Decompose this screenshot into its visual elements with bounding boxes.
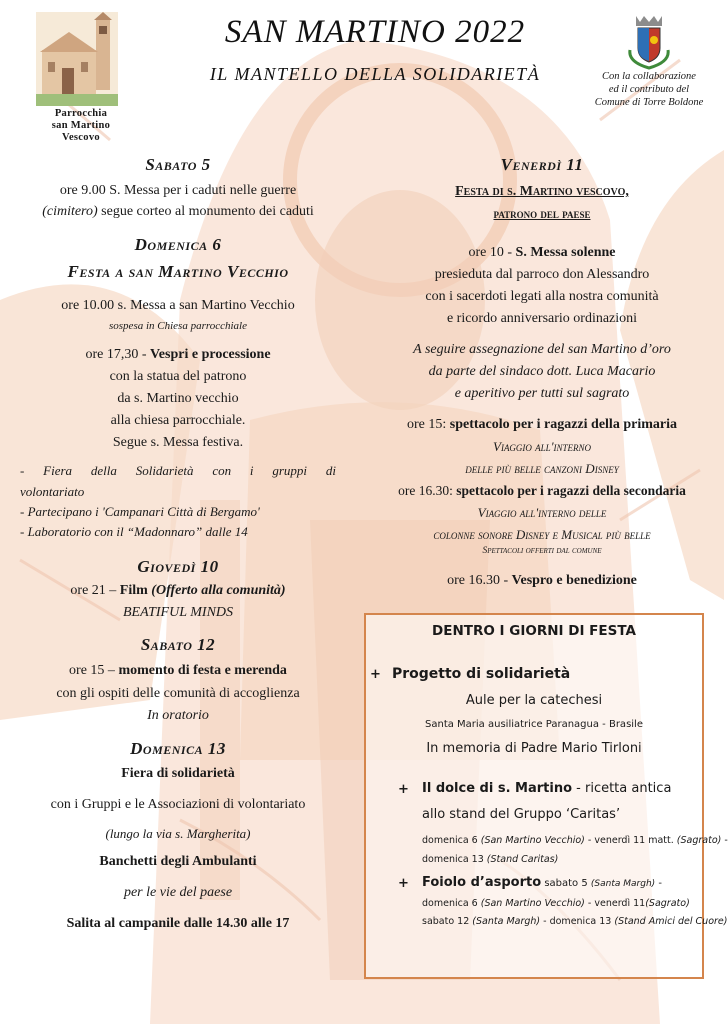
page-subtitle: IL MANTELLO DELLA SOLIDARIETÀ [209,64,541,84]
ven11-line-7: e aperitivo per tutti sul sagrato [454,386,630,401]
ven11-sub-1: Festa di s. Martino vescovo, [455,184,629,199]
sab12-line-3: In oratorio [147,708,209,723]
ven11-line-13: colonne sonore Disney e Musical più belle [433,527,651,542]
p2-ricetta: - ricetta antica [572,781,672,796]
sab12-ore: ore 15 – [69,663,119,678]
sab5-cimitero: (cimitero) [42,204,98,219]
gio10-ore: ore 21 – [70,583,120,598]
parish-line-2: san Martino [51,120,111,131]
p3-amici: (Stand Amici del Cuore) [614,916,728,927]
p3-dom6: domenica 6 [422,898,481,909]
ven11-line-15 [370,572,714,590]
p2-line-2 [422,832,728,850]
sab5-line-1: ore 9.00 S. Messa per i caduti nelle guerre [59,183,297,198]
ven11-ore15: ore 15: [407,417,450,432]
ven11-line-10: delle più belle canzoni Disney [465,461,619,476]
sab12-line-1 [20,662,336,680]
dom6-line-5: alla chiesa parrocchiale. [110,413,246,428]
ven11-primaria: spettacolo per i ragazzi della primaria [449,417,677,432]
p2-dom13: domenica 13 [422,854,487,865]
sab5-line-2 [20,203,336,221]
ven11-line-1 [370,244,714,262]
ven11-line-2: presieduta dal parroco don Alessandro [434,267,650,282]
ven11-line-12: Viaggio all'interno delle [477,505,607,520]
sab5-heading: Sabato 5 [145,155,211,174]
dom6-subheading: Festa a san Martino Vecchio [67,262,289,281]
dom13-line-6: Salita al campanile dalle 14.30 alle 17 [66,916,290,931]
ven11-ore10: ore 10 - [468,245,516,260]
box-title: DENTRO I GIORNI DI FESTA [432,623,636,639]
ven11-line-5: A seguire assegnazione del san Martino d’oro [413,342,671,357]
p3-ven11: - venerdì 11 [584,898,646,909]
p2-dom6: domenica 6 [422,835,481,846]
gio10-line-1 [20,582,336,600]
collab-line-1: Con la collaborazione [602,71,696,82]
page-title: SAN MARTINO 2022 [224,14,526,50]
p1-line-3: In memoria di Padre Mario Tirloni [426,741,642,756]
extra-line-2: volontariato [20,484,85,499]
extra-line-3: - Partecipano i 'Campanari Città di Bergamo' [20,504,260,519]
p3-bullet: + [398,876,409,891]
p2-bullet: + [398,782,409,797]
dom6-line-4: da s. Martino vecchio [117,391,239,406]
ven11-messa: S. Messa solenne [515,245,616,260]
p3-santa-margh-2: (Santa Margh) [472,916,541,927]
gio10-film: Film [119,583,152,598]
ven11-line-11 [370,482,714,500]
ven11-secondaria: spettacolo per i ragazzi della secondaria [456,483,686,498]
dom6-line-3: con la statua del patrono [109,369,247,384]
ven11-line-4: e ricordo anniversario ordinazioni [446,311,638,326]
p2-dolce: Il dolce di s. Martino [422,781,573,796]
parish-caption [26,108,136,144]
ven11-ore1630: ore 16.30: [398,483,457,498]
p3-dom13: - domenica 13 [540,916,615,927]
p1-line-1: Aule per la catechesi [465,693,603,708]
dom6-line-1: ore 10.00 s. Messa a san Martino Vecchio [61,298,295,313]
dom13-line-4: Banchetti degli Ambulanti [99,854,257,869]
gio10-heading: Giovedì 10 [137,557,219,576]
ven11-ore1630-b: ore 16.30 - [447,573,512,588]
ven11-sub-2: patrono del paese [493,206,591,221]
ven11-line-14: Spettacoli offerti dal comune [482,546,602,556]
gio10-line-2: BEATIFUL MINDS [122,605,234,620]
p3-smv: (San Martino Vecchio) [480,898,585,909]
collab-line-3: Comune di Torre Boldone [594,97,704,108]
ven11-line-6: da parte del sindaco dott. Luca Macario [428,364,656,379]
p2-line-1: allo stand del Gruppo ‘Caritas’ [422,807,621,822]
p2-dash: - [721,835,728,846]
dom13-line-1: Fiera di solidarietà [121,766,235,781]
p2-heading [422,780,671,798]
ven11-line-3: con i sacerdoti legati alla nostra comunità [425,289,659,304]
p3-sagrato: (Sagrato) [645,898,690,909]
parish-line-1: Parrocchia [54,108,108,119]
sab12-momento: momento di festa e merenda [118,663,287,678]
dom6-ore-1730: ore 17,30 - [85,347,150,362]
dom13-line-5: per le vie del paese [123,885,233,900]
collaboration-note [578,70,720,109]
sab5-corteo: segue corteo al monumento dei caduti [97,204,314,219]
parish-line-3: Vescovo [62,132,100,143]
parish-church-illustration [36,12,118,106]
dom6-line-6: Segue s. Messa festiva. [112,435,244,450]
p3-foiolo: Foiolo d’asporto [422,875,542,890]
dom13-line-3: (lungo la via s. Margherita) [105,826,251,841]
p1-bullet: + [370,667,381,682]
p1-heading: Progetto di solidarietà [392,666,571,682]
extra-line-4: - Laboratorio con il “Madonnaro” dalle 14 [20,524,248,539]
dom6-vespri: Vespri e processione [149,347,271,362]
p3-sab5: sabato 5 [541,878,591,889]
ven11-heading: Venerdì 11 [500,155,584,174]
p3-line-2 [422,913,727,931]
ven11-vespro: Vespro e benedizione [511,573,637,588]
sab12-heading: Sabato 12 [140,635,216,654]
extra-line-1: - Fiera della Solidarietà con i gruppi di [20,463,336,478]
p3-heading [422,874,662,893]
p3-sab12: sabato 12 [422,916,473,927]
ven11-line-9: Viaggio all'interno [493,439,591,454]
dom6-line-2 [20,346,336,364]
ven11-line-8 [370,416,714,434]
collab-line-2: ed il contributo del [608,84,690,95]
p3-santa-margh: (Santa Margh) [590,879,656,889]
p1-line-2: Santa Maria ausiliatrice Paranagua - Brasile [425,719,643,730]
dom13-heading: Domenica 13 [130,739,226,758]
p2-caritas: (Stand Caritas) [486,854,559,865]
dom6-note: sospesa in Chiesa parrocchiale [109,320,247,332]
sab12-line-2: con gli ospiti delle comunità di accoglienza [56,686,300,701]
p2-smv: (San Martino Vecchio) [480,835,585,846]
dom6-heading: Domenica 6 [134,235,222,254]
municipal-coat-of-arms-icon [620,14,678,70]
dom13-line-2: con i Gruppi e le Associazioni di volontariato [50,797,306,812]
p3-dash: - [655,878,662,889]
p2-ven11: - venerdì 11 matt. [584,835,677,846]
p2-line-3 [422,851,558,869]
p2-sagrato: (Sagrato) [676,835,722,846]
gio10-offerto: (Offerto alla comunità) [151,583,286,598]
p3-line-1 [422,895,690,913]
